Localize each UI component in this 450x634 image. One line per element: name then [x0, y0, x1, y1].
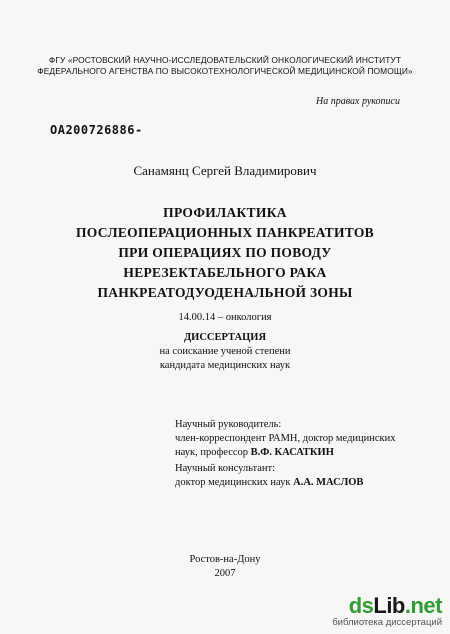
supervisor-title: наук, профессор — [175, 447, 249, 458]
consultant-line — [175, 476, 396, 490]
supervisor-line-2 — [175, 446, 396, 460]
supervisor-label: Научный руководитель: — [175, 419, 282, 430]
watermark-subtitle: библиотека диссертаций — [332, 617, 442, 628]
title-line: ПОСЛЕОПЕРАЦИОННЫХ ПАНКРЕАТИТОВ — [76, 225, 374, 240]
specialty-code: 14.00.14 – онкология — [178, 312, 272, 323]
supervisor-block — [175, 418, 396, 490]
consultant-label: Научный консультант: — [175, 463, 276, 474]
registration-stamp: ОА200726886- — [50, 123, 143, 137]
dslib-logo — [332, 595, 442, 617]
institute-header-line-2: ФЕДЕРАЛЬНОГО АГЕНСТВА ПО ВЫСОКОТЕХНОЛОГИЧЕСКОЙ МЕДИЦИНСКОЙ ПОМОЩИ» — [37, 66, 413, 76]
dslib-watermark — [332, 595, 442, 629]
institute-header-line-1: ФГУ «РОСТОВСКИЙ НАУЧНО-ИССЛЕДОВАТЕЛЬСКИЙ ОНКОЛОГИЧЕСКИЙ ИНСТИТУТ — [48, 55, 402, 65]
author-name: Санамянц Сергей Владимирович — [133, 163, 317, 178]
city: Ростов-на-Дону — [189, 554, 261, 565]
logo-lib: Lib — [373, 593, 405, 618]
consultant-name: А.А. МАСЛОВ — [293, 477, 364, 488]
logo-ds: ds — [348, 593, 374, 618]
work-type: ДИССЕРТАЦИЯ — [183, 332, 267, 343]
degree-line-1: на соискание ученой степени — [159, 346, 291, 357]
title-line: ПАНКРЕАТОДУОДЕНАЛЬНОЙ ЗОНЫ — [97, 285, 353, 300]
supervisor-line-1: член-корреспондент РАМН, доктор медицинских — [175, 433, 396, 444]
logo-net: .net — [404, 593, 442, 618]
title-line: ПРИ ОПЕРАЦИЯХ ПО ПОВОДУ — [118, 245, 332, 260]
degree-line-2: кандидата медицинских наук — [159, 360, 291, 371]
supervisor-name: В.Ф. КАСАТКИН — [250, 447, 334, 458]
rights-note: На правах рукописи — [316, 96, 400, 107]
consultant-title: доктор медицинских наук — [175, 477, 291, 488]
year: 2007 — [214, 568, 236, 579]
title-line: НЕРЕЗЕКТАБЕЛЬНОГО РАКА — [123, 265, 327, 280]
title-line: ПРОФИЛАКТИКА — [163, 205, 287, 220]
